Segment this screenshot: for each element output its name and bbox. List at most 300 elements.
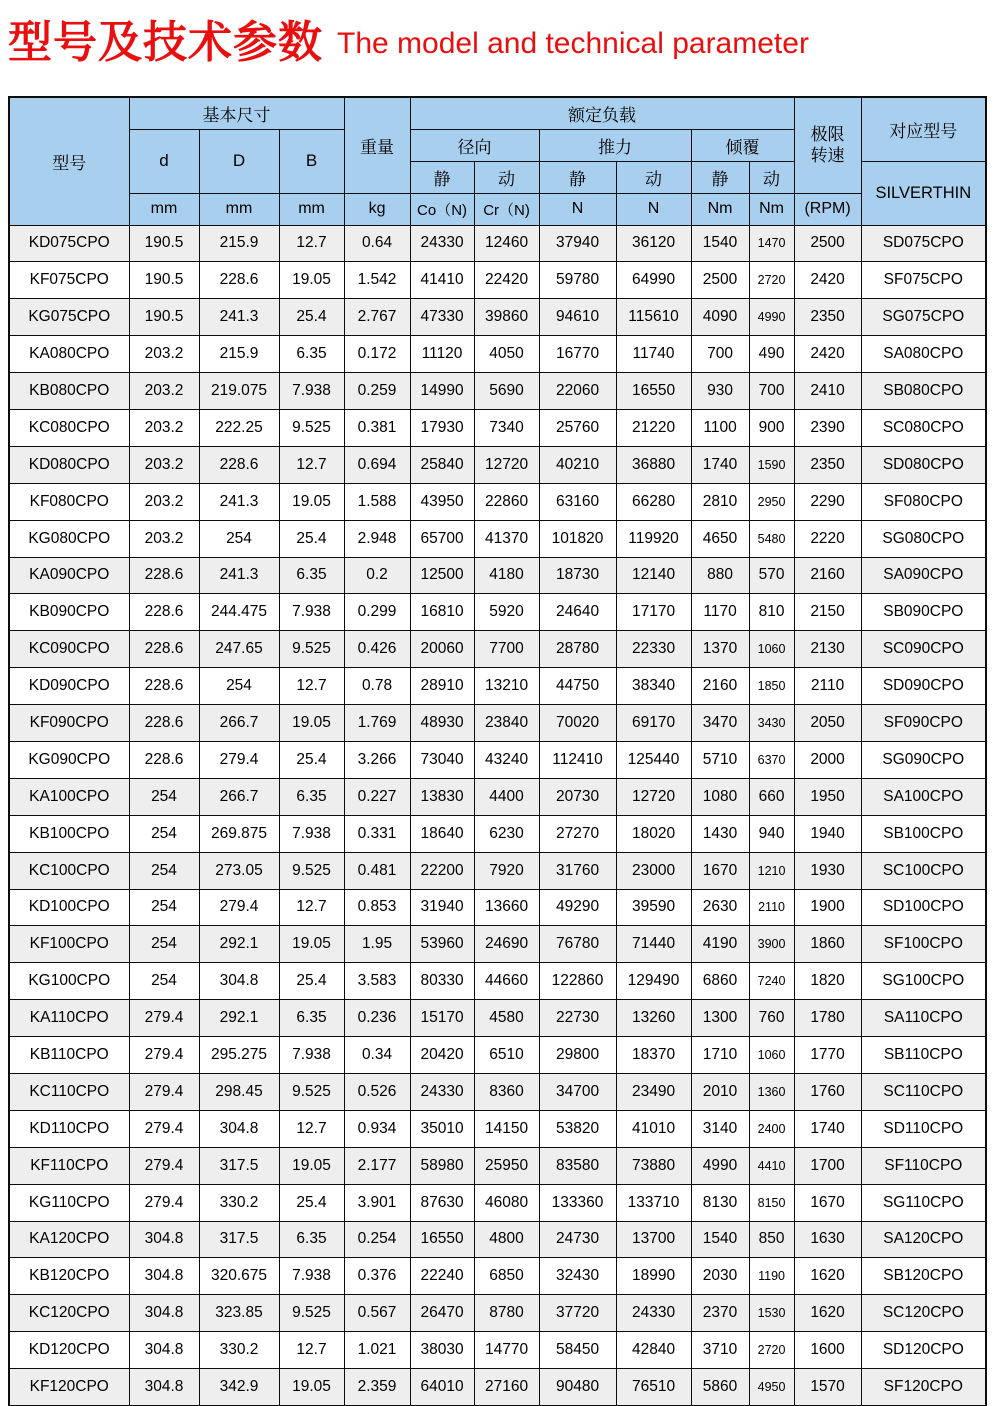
cell-thrust-dynamic-n: 18370 <box>616 1037 691 1074</box>
cell-model: KG100CPO <box>9 963 129 1000</box>
cell-model: KC100CPO <box>9 852 129 889</box>
cell-radial-static-co: 20420 <box>410 1037 474 1074</box>
cell-thrust-dynamic-n: 64990 <box>616 262 691 299</box>
cell-silverthin-model: SC080CPO <box>861 409 986 446</box>
cell-thrust-static-n: 24730 <box>539 1221 616 1258</box>
table-row <box>9 1258 986 1295</box>
cell-thrust-static-n: 25760 <box>539 409 616 446</box>
cell-thrust-dynamic-n: 23490 <box>616 1073 691 1110</box>
cell-thrust-dynamic-n: 16550 <box>616 373 691 410</box>
cell-model: KB100CPO <box>9 815 129 852</box>
cell-silverthin-model: SF090CPO <box>861 705 986 742</box>
cell-limit-speed-rpm: 2350 <box>794 446 861 483</box>
cell-limit-speed-rpm: 2160 <box>794 557 861 594</box>
cell-thrust-dynamic-n: 41010 <box>616 1110 691 1147</box>
cell-B: 9.525 <box>279 1073 344 1110</box>
cell-radial-static-co: 17930 <box>410 409 474 446</box>
cell-silverthin-model: SF120CPO <box>861 1369 986 1406</box>
table-row <box>9 557 986 594</box>
cell-model: KD080CPO <box>9 446 129 483</box>
cell-overturn-dynamic-nm: 1530 <box>749 1295 794 1332</box>
header-thrust-dynamic: 动 <box>616 161 691 193</box>
cell-B: 12.7 <box>279 668 344 705</box>
cell-silverthin-model: SA080CPO <box>861 336 986 373</box>
cell-thrust-static-n: 28780 <box>539 631 616 668</box>
cell-B: 7.938 <box>279 373 344 410</box>
cell-radial-static-co: 58980 <box>410 1147 474 1184</box>
table-row <box>9 705 986 742</box>
cell-radial-dynamic-cr: 14770 <box>474 1332 539 1369</box>
cell-thrust-static-n: 37940 <box>539 225 616 262</box>
table-row <box>9 299 986 336</box>
cell-weight: 0.934 <box>344 1110 410 1147</box>
cell-limit-speed-rpm: 1670 <box>794 1184 861 1221</box>
cell-B: 7.938 <box>279 1037 344 1074</box>
cell-model: KD075CPO <box>9 225 129 262</box>
cell-D: 279.4 <box>199 741 279 778</box>
cell-weight: 3.901 <box>344 1184 410 1221</box>
cell-radial-dynamic-cr: 14150 <box>474 1110 539 1147</box>
cell-limit-speed-rpm: 2420 <box>794 262 861 299</box>
cell-overturn-dynamic-nm: 1850 <box>749 668 794 705</box>
header-col-d: d <box>129 129 199 193</box>
cell-overturn-static-nm: 2010 <box>691 1073 749 1110</box>
cell-B: 7.938 <box>279 815 344 852</box>
cell-silverthin-model: SC100CPO <box>861 852 986 889</box>
cell-radial-dynamic-cr: 7700 <box>474 631 539 668</box>
table-row <box>9 1147 986 1184</box>
cell-overturn-static-nm: 3710 <box>691 1332 749 1369</box>
table-row <box>9 446 986 483</box>
cell-B: 25.4 <box>279 520 344 557</box>
cell-d: 228.6 <box>129 631 199 668</box>
cell-thrust-static-n: 22730 <box>539 1000 616 1037</box>
cell-overturn-dynamic-nm: 5480 <box>749 520 794 557</box>
cell-model: KF080CPO <box>9 483 129 520</box>
cell-limit-speed-rpm: 1900 <box>794 889 861 926</box>
cell-D: 215.9 <box>199 225 279 262</box>
cell-weight: 0.694 <box>344 446 410 483</box>
cell-D: 273.05 <box>199 852 279 889</box>
cell-silverthin-model: SA090CPO <box>861 557 986 594</box>
cell-overturn-static-nm: 1670 <box>691 852 749 889</box>
cell-thrust-static-n: 94610 <box>539 299 616 336</box>
cell-silverthin-model: SC110CPO <box>861 1073 986 1110</box>
cell-model: KF110CPO <box>9 1147 129 1184</box>
cell-radial-static-co: 26470 <box>410 1295 474 1332</box>
header-radial-static: 静 <box>410 161 474 193</box>
cell-radial-static-co: 53960 <box>410 926 474 963</box>
cell-silverthin-model: SA100CPO <box>861 778 986 815</box>
cell-B: 9.525 <box>279 852 344 889</box>
header-model: 型号 <box>9 97 129 225</box>
cell-overturn-dynamic-nm: 660 <box>749 778 794 815</box>
cell-thrust-dynamic-n: 73880 <box>616 1147 691 1184</box>
spec-table <box>8 96 987 1406</box>
cell-weight: 0.376 <box>344 1258 410 1295</box>
cell-thrust-static-n: 112410 <box>539 741 616 778</box>
table-row <box>9 852 986 889</box>
header-basic-dimensions: 基本尺寸 <box>129 97 344 129</box>
cell-radial-static-co: 73040 <box>410 741 474 778</box>
header-thrust-static: 静 <box>539 161 616 193</box>
cell-silverthin-model: SF110CPO <box>861 1147 986 1184</box>
cell-overturn-dynamic-nm: 4990 <box>749 299 794 336</box>
cell-radial-dynamic-cr: 8780 <box>474 1295 539 1332</box>
cell-radial-static-co: 47330 <box>410 299 474 336</box>
cell-overturn-static-nm: 3470 <box>691 705 749 742</box>
cell-silverthin-model: SD100CPO <box>861 889 986 926</box>
header-col-B: B <box>279 129 344 193</box>
cell-thrust-static-n: 53820 <box>539 1110 616 1147</box>
unit-mm-d: mm <box>129 193 199 225</box>
cell-overturn-static-nm: 1540 <box>691 1221 749 1258</box>
cell-B: 9.525 <box>279 1295 344 1332</box>
table-row <box>9 1369 986 1406</box>
header-overturn-static: 静 <box>691 161 749 193</box>
cell-B: 12.7 <box>279 446 344 483</box>
page-title <box>0 0 1000 70</box>
cell-overturn-dynamic-nm: 700 <box>749 373 794 410</box>
cell-overturn-static-nm: 6860 <box>691 963 749 1000</box>
cell-model: KB090CPO <box>9 594 129 631</box>
cell-weight: 0.78 <box>344 668 410 705</box>
cell-weight: 0.331 <box>344 815 410 852</box>
table-row <box>9 926 986 963</box>
cell-thrust-static-n: 34700 <box>539 1073 616 1110</box>
cell-radial-static-co: 15170 <box>410 1000 474 1037</box>
cell-overturn-static-nm: 1080 <box>691 778 749 815</box>
cell-d: 254 <box>129 926 199 963</box>
cell-radial-dynamic-cr: 46080 <box>474 1184 539 1221</box>
cell-B: 7.938 <box>279 1258 344 1295</box>
cell-silverthin-model: SG080CPO <box>861 520 986 557</box>
cell-B: 12.7 <box>279 889 344 926</box>
cell-overturn-dynamic-nm: 810 <box>749 594 794 631</box>
cell-D: 266.7 <box>199 705 279 742</box>
cell-model: KB110CPO <box>9 1037 129 1074</box>
cell-model: KC080CPO <box>9 409 129 446</box>
cell-B: 25.4 <box>279 963 344 1000</box>
cell-thrust-static-n: 49290 <box>539 889 616 926</box>
table-row <box>9 594 986 631</box>
cell-thrust-dynamic-n: 22330 <box>616 631 691 668</box>
cell-thrust-static-n: 59780 <box>539 262 616 299</box>
cell-silverthin-model: SD080CPO <box>861 446 986 483</box>
cell-limit-speed-rpm: 2290 <box>794 483 861 520</box>
cell-radial-dynamic-cr: 39860 <box>474 299 539 336</box>
cell-thrust-static-n: 44750 <box>539 668 616 705</box>
unit-cr-n: Cr（N) <box>474 193 539 225</box>
table-row <box>9 336 986 373</box>
cell-radial-dynamic-cr: 22860 <box>474 483 539 520</box>
cell-radial-static-co: 80330 <box>410 963 474 1000</box>
cell-thrust-dynamic-n: 133710 <box>616 1184 691 1221</box>
cell-thrust-static-n: 20730 <box>539 778 616 815</box>
unit-kg: kg <box>344 193 410 225</box>
cell-model: KG110CPO <box>9 1184 129 1221</box>
cell-limit-speed-rpm: 1600 <box>794 1332 861 1369</box>
cell-D: 254 <box>199 668 279 705</box>
cell-D: 330.2 <box>199 1184 279 1221</box>
unit-co-n: Co（N) <box>410 193 474 225</box>
cell-overturn-static-nm: 2370 <box>691 1295 749 1332</box>
cell-thrust-dynamic-n: 13260 <box>616 1000 691 1037</box>
cell-model: KA080CPO <box>9 336 129 373</box>
cell-radial-dynamic-cr: 5920 <box>474 594 539 631</box>
cell-radial-dynamic-cr: 8360 <box>474 1073 539 1110</box>
cell-overturn-static-nm: 700 <box>691 336 749 373</box>
cell-d: 203.2 <box>129 483 199 520</box>
cell-D: 241.3 <box>199 483 279 520</box>
cell-silverthin-model: SB110CPO <box>861 1037 986 1074</box>
cell-limit-speed-rpm: 1570 <box>794 1369 861 1406</box>
cell-weight: 1.542 <box>344 262 410 299</box>
cell-overturn-dynamic-nm: 1190 <box>749 1258 794 1295</box>
cell-limit-speed-rpm: 2130 <box>794 631 861 668</box>
cell-weight: 0.64 <box>344 225 410 262</box>
cell-overturn-static-nm: 8130 <box>691 1184 749 1221</box>
cell-overturn-dynamic-nm: 2950 <box>749 483 794 520</box>
cell-D: 330.2 <box>199 1332 279 1369</box>
cell-d: 279.4 <box>129 1000 199 1037</box>
table-row <box>9 1184 986 1221</box>
cell-limit-speed-rpm: 1820 <box>794 963 861 1000</box>
cell-silverthin-model: SD110CPO <box>861 1110 986 1147</box>
cell-radial-dynamic-cr: 23840 <box>474 705 539 742</box>
cell-limit-speed-rpm: 1620 <box>794 1258 861 1295</box>
cell-overturn-dynamic-nm: 2720 <box>749 1332 794 1369</box>
table-row <box>9 409 986 446</box>
cell-thrust-static-n: 32430 <box>539 1258 616 1295</box>
cell-radial-static-co: 22240 <box>410 1258 474 1295</box>
table-row <box>9 963 986 1000</box>
cell-overturn-static-nm: 930 <box>691 373 749 410</box>
cell-thrust-dynamic-n: 125440 <box>616 741 691 778</box>
table-row <box>9 1037 986 1074</box>
cell-radial-static-co: 41410 <box>410 262 474 299</box>
cell-d: 254 <box>129 889 199 926</box>
cell-weight: 0.2 <box>344 557 410 594</box>
cell-overturn-dynamic-nm: 1210 <box>749 852 794 889</box>
cell-d: 304.8 <box>129 1332 199 1369</box>
cell-limit-speed-rpm: 2110 <box>794 668 861 705</box>
cell-thrust-dynamic-n: 36120 <box>616 225 691 262</box>
cell-limit-speed-rpm: 1780 <box>794 1000 861 1037</box>
cell-thrust-dynamic-n: 39590 <box>616 889 691 926</box>
cell-d: 304.8 <box>129 1295 199 1332</box>
header-limit-speed-line2: 转速 <box>810 146 845 166</box>
cell-radial-dynamic-cr: 5690 <box>474 373 539 410</box>
cell-thrust-dynamic-n: 71440 <box>616 926 691 963</box>
cell-model: KD090CPO <box>9 668 129 705</box>
cell-model: KA100CPO <box>9 778 129 815</box>
cell-D: 292.1 <box>199 926 279 963</box>
cell-silverthin-model: SB080CPO <box>861 373 986 410</box>
cell-radial-dynamic-cr: 6850 <box>474 1258 539 1295</box>
cell-D: 304.8 <box>199 963 279 1000</box>
cell-thrust-static-n: 16770 <box>539 336 616 373</box>
header-weight: 重量 <box>344 97 410 193</box>
cell-radial-dynamic-cr: 7340 <box>474 409 539 446</box>
cell-limit-speed-rpm: 2390 <box>794 409 861 446</box>
cell-overturn-dynamic-nm: 2720 <box>749 262 794 299</box>
page-title-en: The model and technical parameter <box>337 27 809 60</box>
cell-D: 241.3 <box>199 299 279 336</box>
cell-overturn-dynamic-nm: 6370 <box>749 741 794 778</box>
cell-model: KC110CPO <box>9 1073 129 1110</box>
cell-limit-speed-rpm: 1700 <box>794 1147 861 1184</box>
cell-silverthin-model: SC120CPO <box>861 1295 986 1332</box>
header-col-D: D <box>199 129 279 193</box>
cell-radial-static-co: 65700 <box>410 520 474 557</box>
cell-d: 203.2 <box>129 373 199 410</box>
cell-radial-static-co: 18640 <box>410 815 474 852</box>
cell-D: 219.075 <box>199 373 279 410</box>
cell-B: 9.525 <box>279 409 344 446</box>
cell-weight: 2.767 <box>344 299 410 336</box>
cell-thrust-static-n: 122860 <box>539 963 616 1000</box>
table-row <box>9 1110 986 1147</box>
cell-radial-dynamic-cr: 4580 <box>474 1000 539 1037</box>
unit-mm-B: mm <box>279 193 344 225</box>
cell-overturn-dynamic-nm: 1060 <box>749 631 794 668</box>
cell-thrust-dynamic-n: 36880 <box>616 446 691 483</box>
cell-silverthin-model: SG090CPO <box>861 741 986 778</box>
cell-overturn-dynamic-nm: 1060 <box>749 1037 794 1074</box>
cell-thrust-static-n: 63160 <box>539 483 616 520</box>
cell-d: 254 <box>129 778 199 815</box>
cell-d: 279.4 <box>129 1184 199 1221</box>
cell-thrust-dynamic-n: 17170 <box>616 594 691 631</box>
cell-overturn-dynamic-nm: 940 <box>749 815 794 852</box>
table-row <box>9 815 986 852</box>
cell-radial-dynamic-cr: 4800 <box>474 1221 539 1258</box>
cell-thrust-dynamic-n: 76510 <box>616 1369 691 1406</box>
cell-thrust-static-n: 40210 <box>539 446 616 483</box>
cell-limit-speed-rpm: 2500 <box>794 225 861 262</box>
cell-weight: 0.254 <box>344 1221 410 1258</box>
cell-d: 203.2 <box>129 520 199 557</box>
cell-D: 228.6 <box>199 262 279 299</box>
cell-D: 228.6 <box>199 446 279 483</box>
cell-model: KF090CPO <box>9 705 129 742</box>
cell-thrust-static-n: 31760 <box>539 852 616 889</box>
table-row <box>9 1332 986 1369</box>
cell-d: 190.5 <box>129 262 199 299</box>
cell-d: 228.6 <box>129 741 199 778</box>
cell-D: 254 <box>199 520 279 557</box>
table-row <box>9 1295 986 1332</box>
cell-radial-static-co: 24330 <box>410 1073 474 1110</box>
cell-model: KG080CPO <box>9 520 129 557</box>
cell-silverthin-model: SF100CPO <box>861 926 986 963</box>
cell-B: 25.4 <box>279 1184 344 1221</box>
cell-thrust-static-n: 133360 <box>539 1184 616 1221</box>
cell-weight: 0.381 <box>344 409 410 446</box>
cell-overturn-dynamic-nm: 900 <box>749 409 794 446</box>
table-row <box>9 668 986 705</box>
cell-radial-static-co: 25840 <box>410 446 474 483</box>
cell-B: 12.7 <box>279 1332 344 1369</box>
cell-radial-static-co: 11120 <box>410 336 474 373</box>
unit-mm-D: mm <box>199 193 279 225</box>
cell-overturn-dynamic-nm: 1470 <box>749 225 794 262</box>
cell-thrust-static-n: 22060 <box>539 373 616 410</box>
cell-D: 266.7 <box>199 778 279 815</box>
cell-overturn-static-nm: 1300 <box>691 1000 749 1037</box>
cell-weight: 1.769 <box>344 705 410 742</box>
cell-thrust-dynamic-n: 18990 <box>616 1258 691 1295</box>
table-body <box>9 225 986 1406</box>
cell-model: KA090CPO <box>9 557 129 594</box>
cell-overturn-static-nm: 1740 <box>691 446 749 483</box>
cell-silverthin-model: SF075CPO <box>861 262 986 299</box>
cell-d: 190.5 <box>129 299 199 336</box>
table-row <box>9 225 986 262</box>
cell-thrust-static-n: 37720 <box>539 1295 616 1332</box>
cell-thrust-dynamic-n: 12140 <box>616 557 691 594</box>
cell-radial-dynamic-cr: 6510 <box>474 1037 539 1074</box>
cell-B: 12.7 <box>279 1110 344 1147</box>
cell-weight: 1.021 <box>344 1332 410 1369</box>
cell-D: 269.875 <box>199 815 279 852</box>
cell-overturn-static-nm: 5710 <box>691 741 749 778</box>
cell-model: KG090CPO <box>9 741 129 778</box>
cell-thrust-static-n: 27270 <box>539 815 616 852</box>
cell-radial-dynamic-cr: 12720 <box>474 446 539 483</box>
cell-silverthin-model: SG110CPO <box>861 1184 986 1221</box>
cell-radial-dynamic-cr: 41370 <box>474 520 539 557</box>
cell-D: 279.4 <box>199 889 279 926</box>
cell-weight: 2.948 <box>344 520 410 557</box>
cell-overturn-static-nm: 4090 <box>691 299 749 336</box>
cell-silverthin-model: SF080CPO <box>861 483 986 520</box>
cell-thrust-static-n: 58450 <box>539 1332 616 1369</box>
cell-overturn-static-nm: 5860 <box>691 1369 749 1406</box>
cell-radial-dynamic-cr: 12460 <box>474 225 539 262</box>
cell-thrust-dynamic-n: 24330 <box>616 1295 691 1332</box>
table-row <box>9 631 986 668</box>
cell-radial-dynamic-cr: 25950 <box>474 1147 539 1184</box>
cell-overturn-dynamic-nm: 850 <box>749 1221 794 1258</box>
cell-overturn-static-nm: 2160 <box>691 668 749 705</box>
table-header <box>9 97 986 225</box>
cell-weight: 3.583 <box>344 963 410 1000</box>
table-row <box>9 1221 986 1258</box>
table-row <box>9 1073 986 1110</box>
cell-model: KF075CPO <box>9 262 129 299</box>
cell-limit-speed-rpm: 1630 <box>794 1221 861 1258</box>
cell-B: 6.35 <box>279 557 344 594</box>
cell-silverthin-model: SA110CPO <box>861 1000 986 1037</box>
table-row <box>9 778 986 815</box>
cell-radial-static-co: 12500 <box>410 557 474 594</box>
cell-limit-speed-rpm: 2420 <box>794 336 861 373</box>
cell-thrust-dynamic-n: 66280 <box>616 483 691 520</box>
cell-overturn-dynamic-nm: 3430 <box>749 705 794 742</box>
cell-thrust-static-n: 90480 <box>539 1369 616 1406</box>
cell-radial-dynamic-cr: 27160 <box>474 1369 539 1406</box>
cell-weight: 0.853 <box>344 889 410 926</box>
cell-d: 279.4 <box>129 1147 199 1184</box>
cell-d: 228.6 <box>129 557 199 594</box>
cell-B: 19.05 <box>279 926 344 963</box>
cell-thrust-dynamic-n: 21220 <box>616 409 691 446</box>
cell-model: KD100CPO <box>9 889 129 926</box>
cell-overturn-static-nm: 3140 <box>691 1110 749 1147</box>
cell-weight: 0.299 <box>344 594 410 631</box>
